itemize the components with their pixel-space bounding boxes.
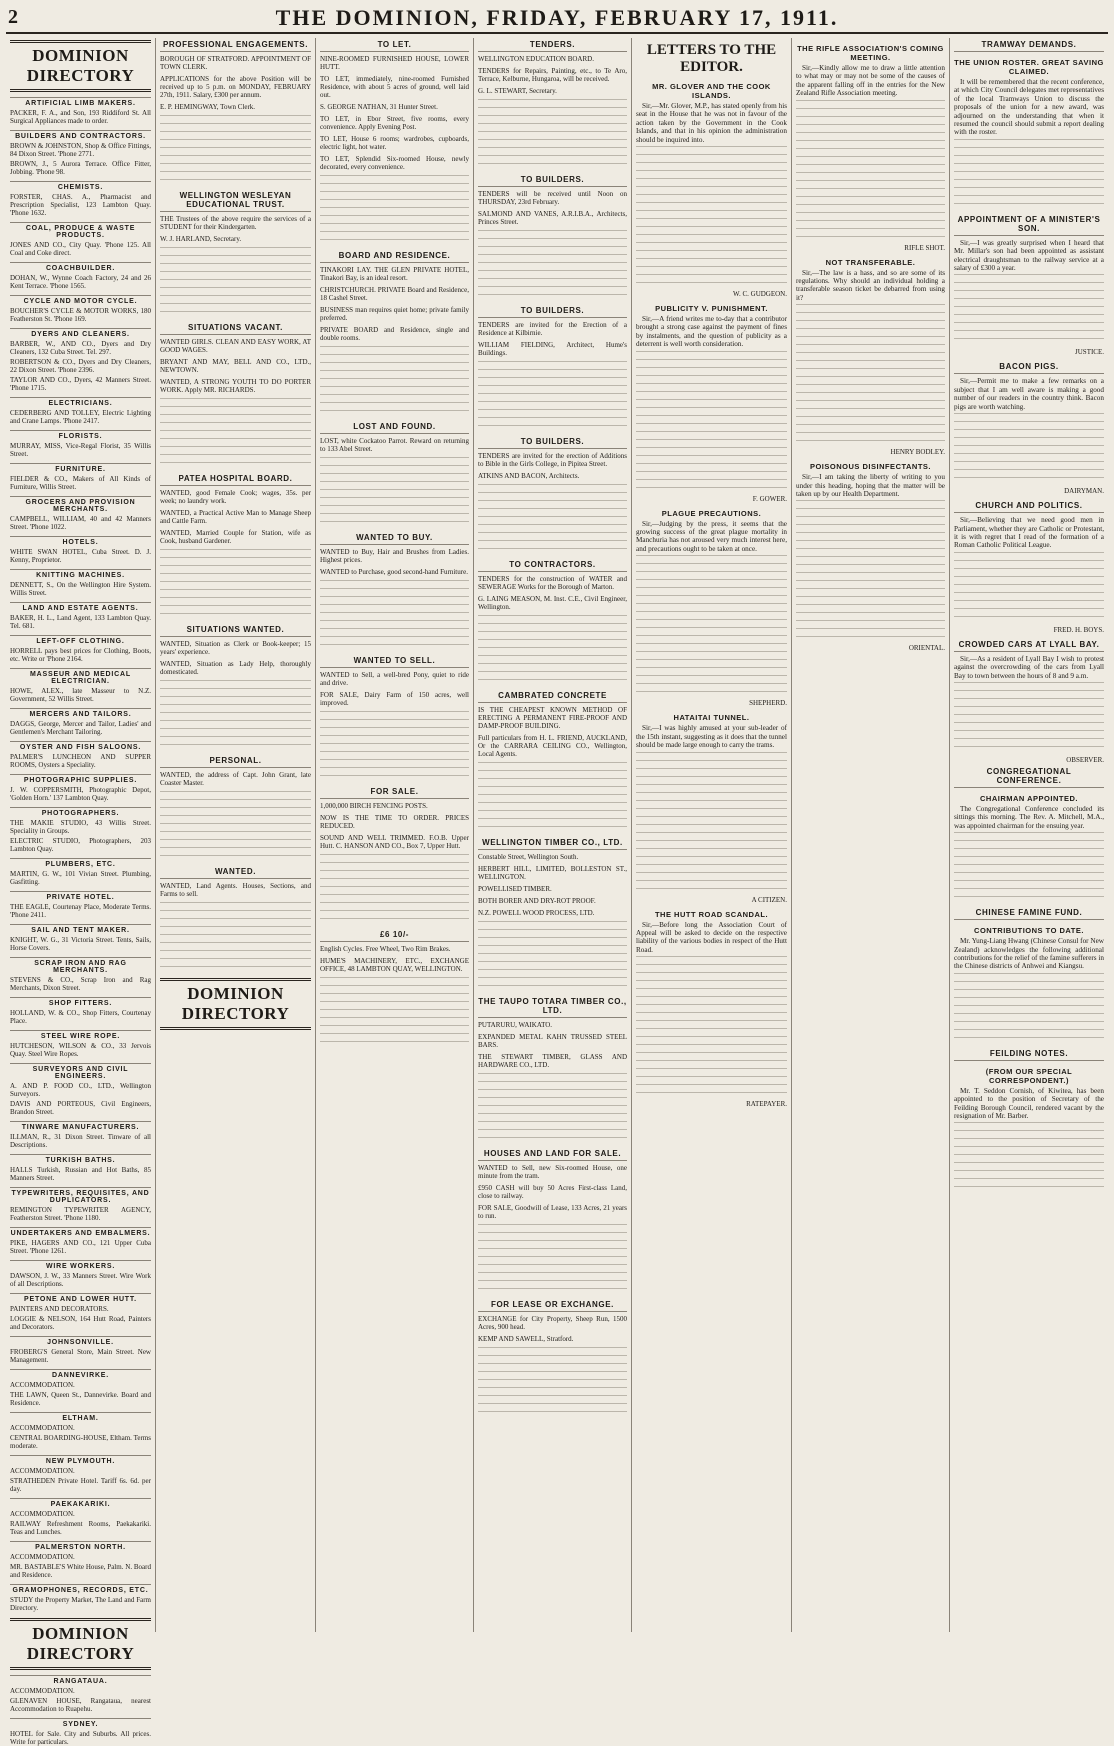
- directory-entry: STRATHEDEN Private Hotel. Tariff 6s. 6d. per day.: [10, 1477, 151, 1493]
- section-heading: TO BUILDERS.: [478, 306, 627, 318]
- news-heading: TRAMWAY DEMANDS.: [954, 40, 1104, 52]
- section-heading: FOR LEASE OR EXCHANGE.: [478, 1300, 627, 1312]
- section-heading: WANTED.: [160, 867, 311, 879]
- advertisement: SOUND AND WELL TRIMMED. F.O.B. Upper Hutt. C. HANSON AND CO., Box 7, Upper Hutt.: [320, 834, 469, 850]
- directory-entry: THE LAWN, Queen St., Dannevirke. Board and Residence.: [10, 1391, 151, 1407]
- letter-heading: NOT TRANSFERABLE.: [825, 257, 916, 267]
- advertisement: SALMOND AND VANES, A.R.I.B.A., Architects, Princes Street.: [478, 210, 627, 226]
- advertisement: FOR SALE, Dairy Farm of 150 acres, well improved.: [320, 691, 469, 707]
- text-lines: [954, 973, 1104, 1043]
- advertisement: FOR SALE, Goodwill of Lease, 133 Acres, 21 years to run.: [478, 1204, 627, 1220]
- letter-signature: HENRY BODLEY.: [890, 448, 945, 457]
- news-list: [954, 40, 1104, 764]
- news-signature: FRED. H. BOYS.: [1053, 625, 1104, 634]
- section-heading: LOST AND FOUND.: [320, 422, 469, 434]
- directory-category: COACHBUILDER.: [10, 262, 151, 272]
- news-signature: DAIRYMAN.: [1064, 487, 1104, 496]
- directory-list: [10, 97, 151, 1612]
- directory-category: SURVEYORS AND CIVIL ENGINEERS.: [10, 1063, 151, 1080]
- directory-entry: HORRELL pays best prices for Clothing, Boots, etc. Write or 'Phone 2164.: [10, 647, 151, 663]
- letter-heading: THE HUTT ROAD SCANDAL.: [654, 909, 769, 919]
- directory-category: PAEKAKARIKI.: [10, 1498, 151, 1508]
- directory-entry: ELECTRIC STUDIO, Photographers, 203 Lambton Quay.: [10, 837, 151, 853]
- directory-category: TURKISH BATHS.: [10, 1154, 151, 1164]
- advertisement: HUME'S MACHINERY, ETC., EXCHANGE OFFICE, 48 LAMBTON QUAY, WELLINGTON.: [320, 957, 469, 973]
- section-heading: SITUATIONS WANTED.: [160, 625, 311, 637]
- text-lines: [160, 791, 311, 861]
- directory-entry: BARBER, W., AND CO., Dyers and Dry Cleaners, 132 Cuba Street. Tel. 297.: [10, 340, 151, 356]
- text-lines: [478, 230, 627, 300]
- news-heading: CONGREGATIONAL CONFERENCE.: [954, 767, 1104, 788]
- directory-category: SHOP FITTERS.: [10, 997, 151, 1007]
- letters-list: [636, 82, 787, 1108]
- section-heading: THE TAUPO TOTARA TIMBER CO., LTD.: [478, 997, 627, 1018]
- directory-entry: A. AND P. FOOD CO., LTD., Wellington Surveyors.: [10, 1082, 151, 1098]
- text-lines: [954, 274, 1104, 344]
- advertisement: TENDERS for the construction of WATER and SEWERAGE Works for the Borough of Marton.: [478, 575, 627, 591]
- directory-entry: STEVENS & CO., Scrap Iron and Rag Merchants, Dixon Street.: [10, 976, 151, 992]
- directory-category: DYERS AND CLEANERS.: [10, 328, 151, 338]
- column-letters: [632, 38, 792, 1632]
- directory-category: SCRAP IRON AND RAG MERCHANTS.: [10, 957, 151, 974]
- news-list-continued: [954, 767, 1104, 1192]
- directory-entry: DAVIS AND PORTEOUS, Civil Engineers, Brandon Street.: [10, 1100, 151, 1116]
- section-heading: TO BUILDERS.: [478, 175, 627, 187]
- directory-category: RANGATAUA.: [10, 1675, 151, 1685]
- directory-bottom-list: [10, 1675, 151, 1746]
- advertisement: EXCHANGE for City Property, Sheep Run, 1500 Acres, 900 head.: [478, 1315, 627, 1331]
- letter-body: Sir,—Mr. Glover, M.P., has stated openly from his seat in the House that he was not in favour of the action taken by the Government in the Cook Islands, and that in his opinion the administration should be inquired into.: [636, 102, 787, 144]
- letter-body: Sir,—The law is a hass, and so are some of its regulations. Why should an individual holding a transferable season ticket be debarred from using it?: [796, 268, 945, 302]
- directory-category: MERCERS AND TAILORS.: [10, 708, 151, 718]
- section-heading: PATEA HOSPITAL BOARD.: [160, 474, 311, 486]
- advertisement: ATKINS AND BACON, Architects.: [478, 472, 580, 480]
- text-lines: [320, 977, 469, 1047]
- section-heading: WELLINGTON TIMBER CO., LTD.: [478, 838, 627, 850]
- letter-signature: SHEPHERD.: [749, 699, 787, 708]
- directory-category: SYDNEY.: [10, 1718, 151, 1728]
- directory-entry: STUDY the Property Market, The Land and Farm Directory.: [10, 1596, 151, 1612]
- advertisement: APPLICATIONS for the above Position will be received up to 5 p.m. on MONDAY, FEBRUARY 27th, 1911. Salary, £300 per annum.: [160, 75, 311, 99]
- advertisement: WANTED to Buy, Hair and Brushes from Ladies. Highest prices.: [320, 548, 469, 564]
- directory-category: SAIL AND TENT MAKER.: [10, 924, 151, 934]
- advertisement: NOW IS THE TIME TO ORDER. PRICES REDUCED.: [320, 814, 469, 830]
- letters-continued-list: [796, 44, 945, 652]
- directory-entry: BROWN, J., 5 Aurora Terrace. Office Fitter, Jobbing. 'Phone 98.: [10, 160, 151, 176]
- directory-category: WIRE WORKERS.: [10, 1260, 151, 1270]
- directory-entry: THE MAKIE STUDIO, 43 Willis Street. Speciality in Groups.: [10, 819, 151, 835]
- directory-entry: PACKER, F. A., and Son, 193 Riddiford St. All Surgical Appliances made to order.: [10, 109, 151, 125]
- section-heading: WELLINGTON WESLEYAN EDUCATIONAL TRUST.: [160, 191, 311, 212]
- advertisement: G. L. STEWART, Secretary.: [478, 87, 557, 95]
- text-lines: [320, 457, 469, 527]
- advertisement: TENDERS for Repairs, Painting, etc., to Te Aro, Terrace, Kelburne, Hungaroa, will be received.: [478, 67, 627, 83]
- section-heading: FOR SALE.: [320, 787, 469, 799]
- directory-category: TYPEWRITERS, REQUISITES, AND DUPLICATORS.: [10, 1187, 151, 1204]
- advertisement: WANTED, good Female Cook; wages, 35s. per week; no laundry work.: [160, 489, 311, 505]
- column-to-let: [316, 38, 474, 1632]
- directory-entry: THE EAGLE, Courtenay Place, Moderate Terms. 'Phone 2411.: [10, 903, 151, 919]
- advertisement: Full particulars from H. L. FRIEND, AUCKLAND, Or the CARRARA CEILING CO., Wellington, Local Agents.: [478, 734, 627, 758]
- directory-entry: FORSTER, CHAS. A., Pharmacist and Prescription Specialist, 123 Lambton Quay. 'Phone 1632.: [10, 193, 151, 217]
- directory-entry: PALMER'S LUNCHEON AND SUPPER ROOMS, Oysters a Speciality.: [10, 753, 151, 769]
- column-tenders: [474, 38, 632, 1632]
- advertisement: S. GEORGE NATHAN, 31 Hunter Street.: [320, 103, 438, 111]
- advertisement: HERBERT HILL, LIMITED, BOLLESTON ST., WELLINGTON.: [478, 865, 627, 881]
- advertisement: KEMP AND SAWELL, Stratford.: [478, 1335, 574, 1343]
- advertisement: WANTED, Situation as Lady Help, thoroughly domesticated.: [160, 660, 311, 676]
- text-lines: [478, 1073, 627, 1143]
- directory-category: LEFT-OFF CLOTHING.: [10, 635, 151, 645]
- masthead-title: THE DOMINION, FRIDAY, FEBRUARY 17, 1911.: [275, 5, 839, 30]
- letter-heading: PUBLICITY V. PUNISHMENT.: [655, 304, 768, 314]
- advertisement: E. P. HEMINGWAY, Town Clerk.: [160, 103, 256, 111]
- advertisement: TO LET, Splendid Six-roomed House, newly decorated, every convenience.: [320, 155, 469, 171]
- directory-entry: REMINGTON TYPEWRITER AGENCY, Featherston Street. 'Phone 1180.: [10, 1206, 151, 1222]
- advertisement: BRYANT AND MAY, BELL AND CO., LTD., NEWTOWN.: [160, 358, 311, 374]
- text-lines: [320, 175, 469, 245]
- advertisement: WANTED GIRLS. CLEAN AND EASY WORK, AT GOOD WAGES.: [160, 338, 311, 354]
- advertisement: THE Trustees of the above require the services of a STUDENT for their Kindergarten.: [160, 215, 311, 231]
- advertisement: WANTED, Situation as Clerk or Book-keeper; 15 years' experience.: [160, 640, 311, 656]
- text-lines: [636, 555, 787, 695]
- text-lines: [478, 361, 627, 431]
- directory-category: FURNITURE.: [10, 463, 151, 473]
- advertisement: WANTED, A STRONG YOUTH TO DO PORTER WORK. Apply MR. RICHARDS.: [160, 378, 311, 394]
- columns: [6, 38, 1108, 1746]
- text-lines: [796, 100, 945, 240]
- letter-signature: ORIENTAL.: [908, 644, 945, 653]
- text-lines: [320, 711, 469, 781]
- letter-heading: HATAITAI TUNNEL.: [673, 713, 750, 723]
- text-lines: [160, 247, 311, 317]
- directory-bottom-title: DOMINION DIRECTORY: [10, 1618, 151, 1670]
- section-heading: CAMBRATED CONCRETE: [478, 691, 627, 703]
- letter-body: Sir,—Judging by the press, it seems that the growing success of the great plague mortality in Manchuria has not aroused very much interest here, and precautions ought to be taken at once.: [636, 519, 787, 553]
- news-body: Mr. T. Seddon Cornish, of Kiwitea, has been appointed to the position of Secretary of the Feilding Borough Council, rendered vacant by the resignation of Mr. Barber.: [954, 1086, 1104, 1120]
- news-signature: JUSTICE.: [1075, 348, 1104, 357]
- letter-body: Sir,—I was highly amused at your sub-leader of the 15th instant, suggesting as it does that the tunnel should be made large enough to carry the trams.: [636, 724, 787, 750]
- letter-body: Sir,—I am taking the liberty of writing to you under this heading, hoping that the matter will be taken up by our Health Department.: [796, 473, 945, 499]
- text-lines: [478, 1347, 627, 1417]
- text-lines: [954, 552, 1104, 622]
- section-heading: HOUSES AND LAND FOR SALE.: [478, 1149, 627, 1161]
- directory-entry: BAKER, H. L., Land Agent, 133 Lambton Quay. Tel. 681.: [10, 614, 151, 630]
- section-heading: TENDERS.: [478, 40, 627, 52]
- directory-entry: HUTCHESON, WILSON & CO., 33 Jervois Quay. Steel Wire Ropes.: [10, 1042, 151, 1058]
- news-subheading: CHAIRMAN APPOINTED.: [980, 793, 1078, 803]
- letters-title: LETTERS TO THE EDITOR.: [646, 42, 777, 75]
- directory-entry: FROBERG'S General Store, Main Street. New Management.: [10, 1348, 151, 1364]
- column-news: [950, 38, 1108, 1632]
- advertisement: EXPANDED METAL KAHN TRUSSED STEEL BARS.: [478, 1033, 627, 1049]
- advertisement: English Cycles. Free Wheel, Two Rim Brakes.: [320, 945, 451, 953]
- text-lines: [160, 680, 311, 750]
- text-lines: [478, 1224, 627, 1294]
- section-heading: TO BUILDERS.: [478, 437, 627, 449]
- advertisement: LOST, white Cockatoo Parrot. Reward on returning to 133 Abel Street.: [320, 437, 469, 453]
- directory-entry: TAYLOR AND CO., Dyers, 42 Manners Street. 'Phone 1715.: [10, 376, 151, 392]
- advertisement: CHRISTCHURCH. PRIVATE Board and Residence, 18 Cashel Street.: [320, 286, 469, 302]
- letter-signature: RATEPAYER.: [746, 1100, 787, 1109]
- page-number: 2: [8, 6, 18, 28]
- directory-entry: ACCOMMODATION.: [10, 1467, 75, 1475]
- advertisement: TO LET, immediately, nine-roomed Furnished Residence, with about 5 acres of ground, well laid out.: [320, 75, 469, 99]
- text-lines: [320, 854, 469, 924]
- directory-entry: DENNETT, S., On the Wellington Hire System. Willis Street.: [10, 581, 151, 597]
- advertisement: TINAKORI LAY. THE GLEN PRIVATE HOTEL, Tinakori Bay, is an ideal resort.: [320, 266, 469, 282]
- directory-category: NEW PLYMOUTH.: [10, 1455, 151, 1465]
- text-lines: [160, 549, 311, 619]
- section-heading: TO CONTRACTORS.: [478, 560, 627, 572]
- letter-heading: POISONOUS DISINFECTANTS.: [809, 462, 932, 472]
- text-lines: [954, 139, 1104, 209]
- section-heading: SITUATIONS VACANT.: [160, 323, 311, 335]
- directory-entry: PIKE, HAGERS AND CO., 121 Upper Cuba Street. 'Phone 1261.: [10, 1239, 151, 1255]
- directory-entry: CEDERBERG AND TOLLEY, Electric Lighting and Crane Lamps. 'Phone 2417.: [10, 409, 151, 425]
- text-lines: [954, 413, 1104, 483]
- advertisement: PUTARURU, WAIKATO.: [478, 1021, 553, 1029]
- directory-title-col2: DOMINION DIRECTORY: [160, 978, 311, 1030]
- directory-entry: MR. BASTABLE'S White House, Palm. N. Board and Residence.: [10, 1563, 151, 1579]
- advertisement: BUSINESS man requires quiet home; private family preferred.: [320, 306, 469, 322]
- directory-category: MASSEUR AND MEDICAL ELECTRICIAN.: [10, 668, 151, 685]
- directory-category: ARTIFICIAL LIMB MAKERS.: [10, 97, 151, 107]
- column-engagements: [156, 38, 316, 1632]
- directory-entry: ACCOMMODATION.: [10, 1381, 75, 1389]
- advertisement: Constable Street, Wellington South.: [478, 853, 579, 861]
- directory-entry: FIELDER & CO., Makers of All Kinds of Furniture, Willis Street.: [10, 475, 151, 491]
- directory-category: TINWARE MANUFACTURERS.: [10, 1121, 151, 1131]
- directory-category: COAL, PRODUCE & WASTE PRODUCTS.: [10, 222, 151, 239]
- section-heading: WANTED TO BUY.: [320, 533, 469, 545]
- directory-entry: ACCOMMODATION.: [10, 1687, 75, 1695]
- text-lines: [160, 398, 311, 468]
- directory-category: GRAMOPHONES, RECORDS, ETC.: [10, 1584, 151, 1594]
- news-heading: FEILDING NOTES.: [954, 1049, 1104, 1061]
- letter-heading: MR. GLOVER AND THE COOK ISLANDS.: [652, 82, 771, 100]
- column-directory: [6, 38, 156, 1746]
- advertisement: WANTED, a Practical Active Man to Manage Sheep and Cattle Farm.: [160, 509, 311, 525]
- directory-category: GROCERS AND PROVISION MERCHANTS.: [10, 496, 151, 513]
- directory-category: PHOTOGRAPHIC SUPPLIES.: [10, 774, 151, 784]
- directory-category: PHOTOGRAPHERS.: [10, 807, 151, 817]
- advertisement: WANTED, Land Agents. Houses, Sections, and Farms to sell.: [160, 882, 311, 898]
- directory-category: UNDERTAKERS AND EMBALMERS.: [10, 1227, 151, 1237]
- advertisement: TENDERS will be received until Noon on THURSDAY, 23rd February.: [478, 190, 627, 206]
- directory-entry: PAINTERS AND DECORATORS.: [10, 1305, 109, 1313]
- directory-category: BUILDERS AND CONTRACTORS.: [10, 130, 151, 140]
- news-signature: OBSERVER.: [1066, 755, 1104, 764]
- text-lines: [954, 682, 1104, 752]
- directory-entry: JONES AND CO., City Quay. 'Phone 125. All Coal and Coke direct.: [10, 241, 151, 257]
- directory-entry: CENTRAL BOARDING-HOUSE, Eltham. Terms moderate.: [10, 1434, 151, 1450]
- advertisement: WANTED, Married Couple for Station, wife as Cook, husband Gardener.: [160, 529, 311, 545]
- text-lines: [796, 500, 945, 640]
- directory-category: DANNEVIRKE.: [10, 1369, 151, 1379]
- directory-category: CHEMISTS.: [10, 181, 151, 191]
- directory-entry: GLENAVEN HOUSE, Rangataua, nearest Accommodation to Ruapehu.: [10, 1697, 151, 1713]
- news-heading: CHURCH AND POLITICS.: [954, 501, 1104, 513]
- directory-entry: DOHAN, W., Wynne Coach Factory, 24 and 26 Kent Terrace. 'Phone 1565.: [10, 274, 151, 290]
- advertisement: THE STEWART TIMBER, GLASS AND HARDWARE CO., LTD.: [478, 1053, 627, 1069]
- letter-signature: F. GOWER.: [752, 494, 787, 503]
- directory-entry: HOTEL for Sale. City and Suburbs. All prices. Write for particulars.: [10, 1730, 151, 1746]
- letter-signature: A CITIZEN.: [751, 895, 787, 904]
- letter-signature: W. C. GUDGEON.: [733, 290, 787, 299]
- advertisement: TO LET, House 6 rooms; wardrobes, cupboards, electric light, hot water.: [320, 135, 469, 151]
- directory-entry: DAGGS, George, Mercer and Tailor, Ladies' and Gentlemen's Merchant Tailoring.: [10, 720, 151, 736]
- text-lines: [160, 115, 311, 185]
- news-body: Sir,—Permit me to make a few remarks on a subject that I am well aware is making a good number of our readers in the country think. Bacon pigs are worth watching.: [954, 377, 1104, 411]
- advertisement: NINE-ROOMED FURNISHED HOUSE, LOWER HUTT.: [320, 55, 469, 71]
- directory-category: JOHNSONVILLE.: [10, 1336, 151, 1346]
- text-lines: [320, 346, 469, 416]
- advertisement: BOROUGH OF STRATFORD. APPOINTMENT OF TOWN CLERK.: [160, 55, 311, 71]
- news-subheading: THE UNION ROSTER. GREAT SAVING CLAIMED.: [954, 58, 1104, 76]
- directory-category: PALMERSTON NORTH.: [10, 1541, 151, 1551]
- directory-category: PETONE AND LOWER HUTT.: [10, 1293, 151, 1303]
- advertisement: WILLIAM FIELDING, Architect, Hume's Buildings.: [478, 341, 627, 357]
- directory-category: CYCLE AND MOTOR CYCLE.: [10, 295, 151, 305]
- advertisement: POWELLISED TIMBER.: [478, 885, 552, 893]
- news-heading: BACON PIGS.: [954, 362, 1104, 374]
- text-lines: [636, 956, 787, 1096]
- directory-entry: ILLMAN, R., 31 Dixon Street. Tinware of all Descriptions.: [10, 1133, 151, 1149]
- directory-entry: HOLLAND, W. & CO., Shop Fitters, Courtenay Place.: [10, 1009, 151, 1025]
- text-lines: [478, 99, 627, 169]
- directory-title: DOMINION DIRECTORY: [10, 40, 151, 92]
- directory-entry: LOGGIE & NELSON, 164 Hutt Road, Painters and Decorators.: [10, 1315, 151, 1331]
- column-letters-continued: [792, 38, 950, 1632]
- text-lines: [636, 351, 787, 491]
- advertisement: TENDERS are invited for the Erection of a Residence at Kilbirnie.: [478, 321, 627, 337]
- directory-entry: J. W. COPPERSMITH, Photographic Depot, 'Golden Horn.' 137 Lambton Quay.: [10, 786, 151, 802]
- directory-category: PLUMBERS, ETC.: [10, 858, 151, 868]
- advertisement: PRIVATE BOARD and Residence, single and double rooms.: [320, 326, 469, 342]
- letter-body: Sir,—A friend writes me to-day that a contributor brought a strong case against the payment of fines by instalments, and the question of publicity as a deterrent is well worth consideration.: [636, 315, 787, 349]
- news-body: Sir,—I was greatly surprised when I heard that Mr. Millar's son had been appointed as assistant electrical draughtsman to the railway service at a salary of £300 a year.: [954, 238, 1104, 273]
- advertisement: N.Z. POWELL WOOD PROCESS, LTD.: [478, 909, 595, 917]
- news-subheading: (FROM OUR SPECIAL CORRESPONDENT.): [985, 1066, 1073, 1085]
- section-heading: BOARD AND RESIDENCE.: [320, 251, 469, 263]
- directory-entry: MURRAY, MISS, Vice-Regal Florist, 35 Willis Street.: [10, 442, 151, 458]
- text-lines: [160, 902, 311, 972]
- text-lines: [636, 752, 787, 892]
- news-heading: APPOINTMENT OF A MINISTER'S SON.: [954, 215, 1104, 236]
- directory-entry: ACCOMMODATION.: [10, 1424, 75, 1432]
- advertisement: WANTED to Sell, new Six-roomed House, one minute from the tram.: [478, 1164, 627, 1180]
- advertisement: IS THE CHEAPEST KNOWN METHOD OF ERECTING A PERMANENT FIRE-PROOF AND DAMP-PROOF BUILDING.: [478, 706, 627, 730]
- directory-category: PRIVATE HOTEL.: [10, 891, 151, 901]
- advertisement: TO LET, in Ebor Street, five rooms, every convenience. Apply Evening Post.: [320, 115, 469, 131]
- directory-entry: DAWSON, J. W., 33 Manners Street. Wire Work of all Descriptions.: [10, 1272, 151, 1288]
- directory-category: HOTELS.: [10, 536, 151, 546]
- directory-category: KNITTING MACHINES.: [10, 569, 151, 579]
- directory-entry: HOWE, ALEX., late Masseur to N.Z. Government, 52 Willis Street.: [10, 687, 151, 703]
- advertisement: WELLINGTON EDUCATION BOARD.: [478, 55, 594, 63]
- advertisement: WANTED to Sell, a well-bred Pony, quiet to ride and drive.: [320, 671, 469, 687]
- text-lines: [478, 921, 627, 991]
- text-lines: [954, 832, 1104, 902]
- text-lines: [478, 615, 627, 685]
- directory-entry: HALLS Turkish, Russian and Hot Baths, 85 Manners Street.: [10, 1166, 151, 1182]
- advertisement: 1,000,000 BIRCH FENCING POSTS.: [320, 802, 428, 810]
- text-lines: [796, 304, 945, 444]
- directory-entry: RAILWAY Refreshment Rooms, Paekakariki. Teas and Lunches.: [10, 1520, 151, 1536]
- directory-category: ELTHAM.: [10, 1412, 151, 1422]
- tenders-list: [478, 40, 627, 1417]
- text-lines: [478, 762, 627, 832]
- news-body: Sir,—Believing that we need good men in Parliament, whether they are Catholic or Protestant, it is with regret that I read of the formation of a Roman Catholic Political League.: [954, 516, 1104, 550]
- section-heading: WANTED TO SELL.: [320, 656, 469, 668]
- directory-entry: BROWN & JOHNSTON, Shop & Office Fittings, 84 Dixon Street. 'Phone 2771.: [10, 142, 151, 158]
- advertisement: TENDERS are invited for the erection of Additions to Bible in the Girls College, in Pipitea Street.: [478, 452, 627, 468]
- text-lines: [320, 580, 469, 650]
- engagements-list: [160, 40, 311, 972]
- news-heading: CROWDED CARS AT LYALL BAY.: [954, 640, 1104, 652]
- advertisement: WANTED, the address of Capt. John Grant, late Coaster Master.: [160, 771, 311, 787]
- advertisement: WANTED to Purchase, good second-hand Furniture.: [320, 568, 468, 576]
- letter-heading: PLAGUE PRECAUTIONS.: [661, 508, 762, 518]
- directory-entry: ACCOMMODATION.: [10, 1510, 75, 1518]
- advertisement: G. LAING MEASON, M. Inst. C.E., Civil Engineer, Wellington.: [478, 595, 627, 611]
- news-body: Sir,—As a resident of Lyall Bay I wish to protest against the overcrowding of the cars from Lyall Bay to town between the hours of 8 and 9 a.m.: [954, 654, 1104, 680]
- to-let-list: [320, 40, 469, 1047]
- directory-category: LAND AND ESTATE AGENTS.: [10, 602, 151, 612]
- directory-entry: ROBERTSON & CO., Dyers and Dry Cleaners, 22 Dixon Street. 'Phone 2396.: [10, 358, 151, 374]
- text-lines: [954, 1122, 1104, 1192]
- directory-category: FLORISTS.: [10, 430, 151, 440]
- section-heading: £6 10/-: [320, 930, 469, 942]
- directory-category: STEEL WIRE ROPE.: [10, 1030, 151, 1040]
- directory-entry: BOUCHER'S CYCLE & MOTOR WORKS, 180 Featherston St. 'Phone 169.: [10, 307, 151, 323]
- news-body: Mr. Yung-Liang Hwang (Chinese Consul for New Zealand) acknowledges the following additional contributions for the relief of the famine sufferers in the Chinese districts of Anhwei and Kiangsu.: [954, 937, 1104, 971]
- directory-entry: ACCOMMODATION.: [10, 1553, 75, 1561]
- directory-entry: WHITE SWAN HOTEL, Cuba Street. D. J. Kenny, Proprietor.: [10, 548, 151, 564]
- directory-category: ELECTRICIANS.: [10, 397, 151, 407]
- news-heading: CHINESE FAMINE FUND.: [954, 908, 1104, 920]
- section-heading: PERSONAL.: [160, 756, 311, 768]
- letter-heading: THE RIFLE ASSOCIATION'S COMING MEETING.: [797, 44, 944, 62]
- directory-category: OYSTER AND FISH SALOONS.: [10, 741, 151, 751]
- text-lines: [478, 484, 627, 554]
- newspaper-page: [6, 4, 1108, 1746]
- text-lines: [636, 146, 787, 286]
- news-body: It will be remembered that the recent conference, at which City Council delegates met representatives of the local Tramways Union to discuss the proposals of the union for a new award, was adjourned on the understanding that when it resumed the council should submit a report dealing with the roster.: [954, 78, 1104, 137]
- advertisement: W. J. HARLAND, Secretary.: [160, 235, 242, 243]
- directory-entry: KNIGHT, W. G., 31 Victoria Street. Tents, Sails, Horse Covers.: [10, 936, 151, 952]
- news-subheading: CONTRIBUTIONS TO DATE.: [974, 926, 1084, 936]
- section-heading: PROFESSIONAL ENGAGEMENTS.: [160, 40, 311, 52]
- letter-body: Sir,—Kindly allow me to draw a little attention to what may or may not be some of the causes of the apparent falling off in the entries for the New Zealand Rifle Association meeting.: [796, 64, 945, 98]
- section-heading: TO LET.: [320, 40, 469, 52]
- directory-entry: CAMPBELL, WILLIAM, 40 and 42 Manners Street. 'Phone 1022.: [10, 515, 151, 531]
- advertisement: BOTH BORER AND DRY-ROT PROOF.: [478, 897, 596, 905]
- directory-entry: MARTIN, G. W., 101 Vivian Street. Plumbing, Gasfitting.: [10, 870, 151, 886]
- letter-body: Sir,—Before long the Association Court of Appeal will be asked to decide on the respective liability of the various bodies in respect of the Hutt Road.: [636, 920, 787, 954]
- letter-signature: RIFLE SHOT.: [904, 243, 945, 252]
- news-body: The Congregational Conference concluded its sittings this morning. The Rev. A. Mitchell, M.A., was appointed chairman for the ensuing year.: [954, 804, 1104, 830]
- masthead: [6, 4, 1108, 34]
- advertisement: £950 CASH will buy 50 Acres First-class Land, close to railway.: [478, 1184, 627, 1200]
